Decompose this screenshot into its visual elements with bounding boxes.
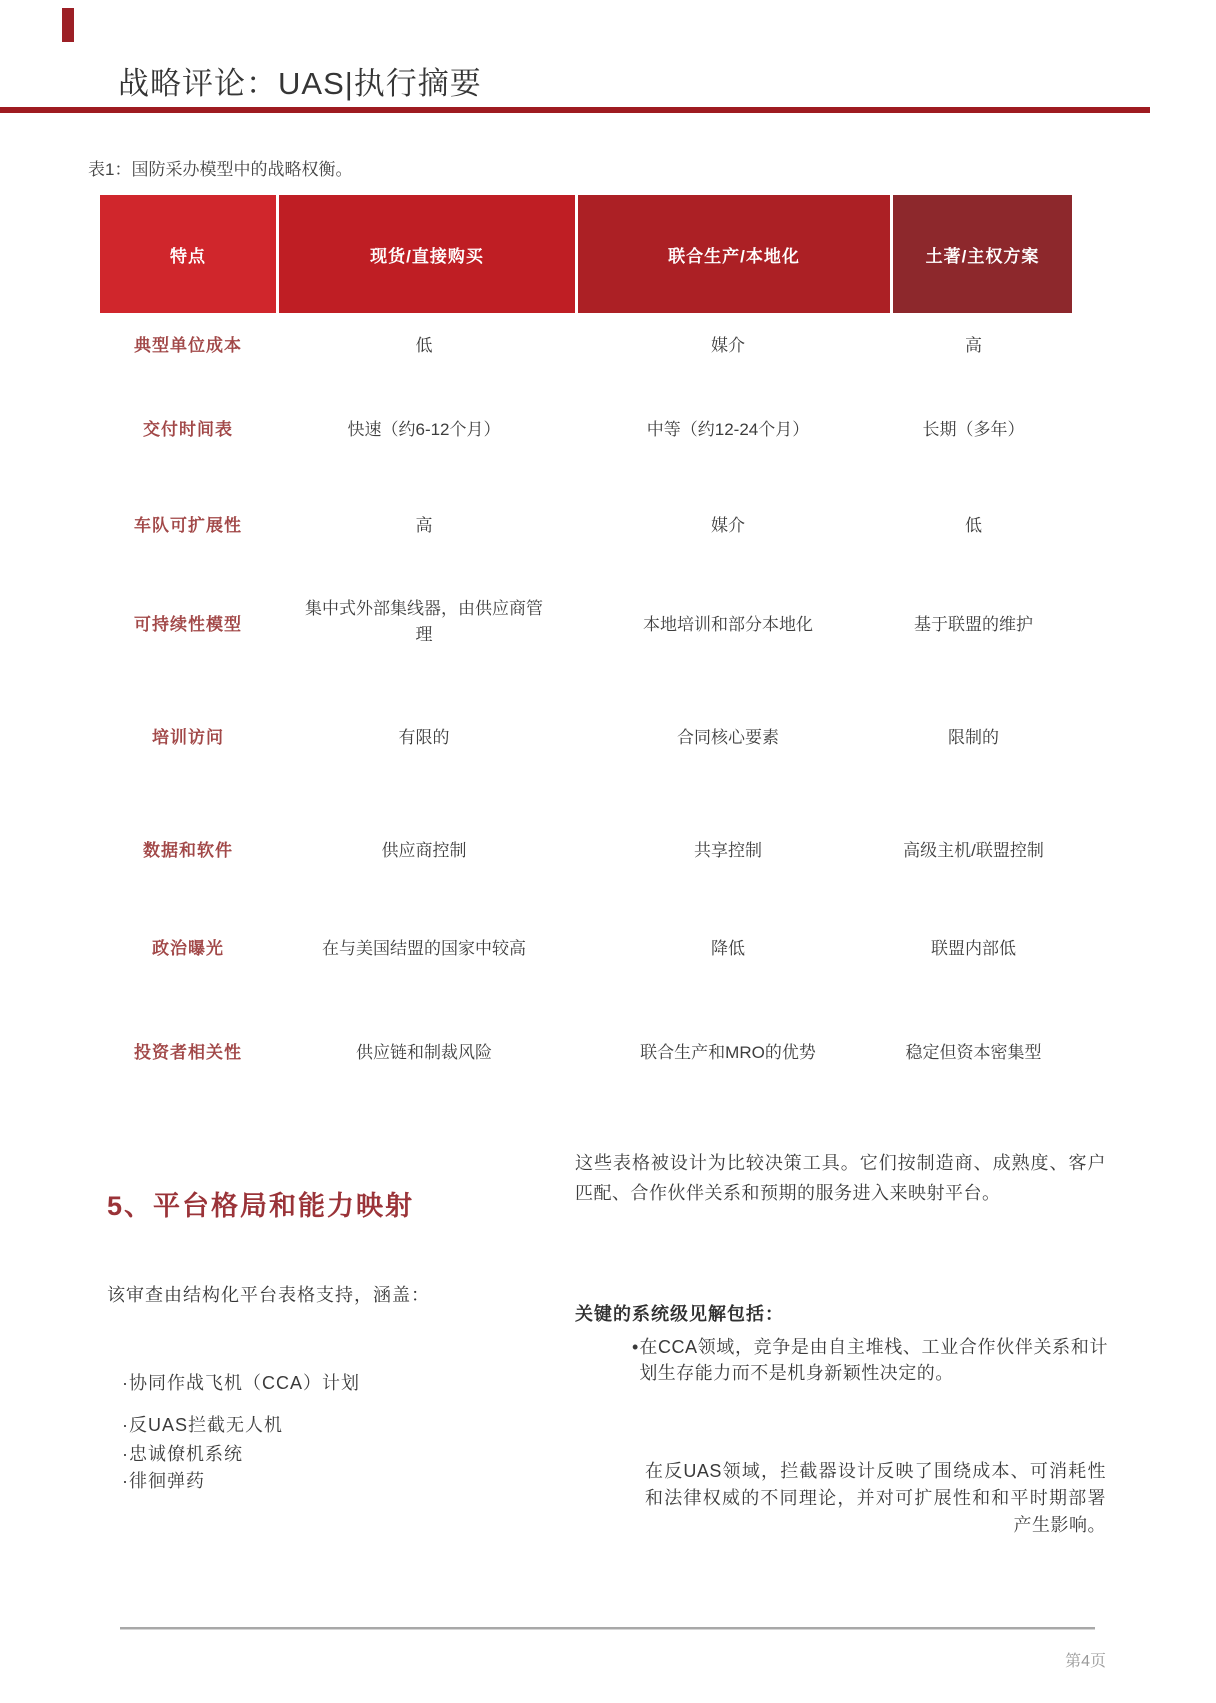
cell-value: 有限的 xyxy=(398,727,450,747)
cell-value: 中等（约12-24个月） xyxy=(646,419,810,439)
cell-value: 媒介 xyxy=(711,335,745,355)
cell-value: 供应链和制裁风险 xyxy=(356,1042,492,1062)
cell-value: 稳定但资本密集型 xyxy=(905,1042,1042,1062)
cell-value: 共享控制 xyxy=(694,840,762,860)
column-header-cots: 现货/直接购买 xyxy=(279,195,575,313)
list-item-loyal-wingman: ·忠诚僚机系统 xyxy=(122,1444,243,1464)
cell-value: 在与美国结盟的国家中较高 xyxy=(322,938,526,958)
cell-value: 高 xyxy=(965,335,982,355)
cell-value: 高级主机/联盟控制 xyxy=(903,840,1044,860)
cell-value: 集中式外部集线器，由供应商管理 xyxy=(305,599,543,644)
column-header-feature: 特点 xyxy=(100,195,276,313)
table-row xyxy=(100,592,1072,652)
row-label: 可持续性模型 xyxy=(134,614,242,634)
row-label: 交付时间表 xyxy=(143,419,233,439)
cell-value: 长期（多年） xyxy=(922,419,1025,439)
table-header-row xyxy=(100,195,1072,313)
list-item-loitering-munitions: ·徘徊弹药 xyxy=(122,1471,205,1491)
list-item-counter-uas: ·反UAS拦截无人机 xyxy=(122,1415,284,1435)
table-row xyxy=(100,713,1072,757)
table-row xyxy=(100,405,1072,449)
cell-value: 限制的 xyxy=(948,727,999,747)
cell-value: 高 xyxy=(415,515,433,535)
column-header-sovereign: 土著/主权方案 xyxy=(893,195,1072,313)
table-row xyxy=(100,826,1072,870)
row-label: 政治曝光 xyxy=(152,938,224,958)
table-row xyxy=(100,1028,1072,1072)
section-heading: 5、平台格局和能力映射 xyxy=(107,1191,415,1221)
page-title: 战略评论：UAS|执行摘要 xyxy=(118,66,482,101)
table-caption: 表1：国防采办模型中的战略权衡。 xyxy=(88,160,353,179)
insight-bullet-text: 在CCA领域，竞争是由自主堆栈、工业合作伙伴关系和计划生存能力而不是机身新颖性决定的。 xyxy=(639,1337,1108,1383)
page-number: 第4页 xyxy=(1065,1653,1106,1670)
row-label: 数据和软件 xyxy=(143,840,233,860)
footer-rule xyxy=(120,1627,1095,1630)
table-row xyxy=(100,321,1072,365)
counter-uas-paragraph: 在反UAS领域，拦截器设计反映了围绕成本、可消耗性和法律权威的不同理论，并对可扩展性和和平时期部署产生影响。 xyxy=(645,1461,1106,1535)
list-item-cca: ·协同作战飞机（CCA）计划 xyxy=(122,1373,360,1393)
section-intro: 该审查由结构化平台表格支持，涵盖： xyxy=(107,1285,430,1305)
row-label: 车队可扩展性 xyxy=(134,515,242,535)
cell-value: 联合生产和MRO的优势 xyxy=(640,1042,816,1062)
cell-value: 合同核心要素 xyxy=(677,727,779,747)
cell-value: 媒介 xyxy=(711,515,745,535)
commentary-paragraph: 这些表格被设计为比较决策工具。它们按制造商、成熟度、客户匹配、合作伙伴关系和预期的服务进入来映射平台。 xyxy=(575,1153,1106,1203)
cell-value: 联盟内部低 xyxy=(931,938,1016,958)
cell-value: 低 xyxy=(965,515,982,535)
cell-value: 供应商控制 xyxy=(381,840,467,860)
cell-value: 基于联盟的维护 xyxy=(914,614,1033,634)
cell-value: 快速（约6-12个月） xyxy=(347,419,501,439)
table-row xyxy=(100,924,1072,968)
title-rule xyxy=(0,107,1150,113)
row-label: 培训访问 xyxy=(152,727,224,747)
insight-bullet xyxy=(632,1334,1108,1386)
top-left-accent-bar xyxy=(62,8,74,42)
cell-value: 本地培训和部分本地化 xyxy=(643,614,813,634)
cell-value: 低 xyxy=(415,335,433,355)
row-label: 投资者相关性 xyxy=(134,1042,242,1062)
cell-value: 降低 xyxy=(711,938,745,958)
bullet-icon: • xyxy=(632,1337,639,1357)
column-header-coproduction: 联合生产/本地化 xyxy=(578,195,890,313)
insights-heading: 关键的系统级见解包括： xyxy=(575,1304,784,1324)
table-row xyxy=(100,501,1072,545)
row-label: 典型单位成本 xyxy=(134,335,242,355)
